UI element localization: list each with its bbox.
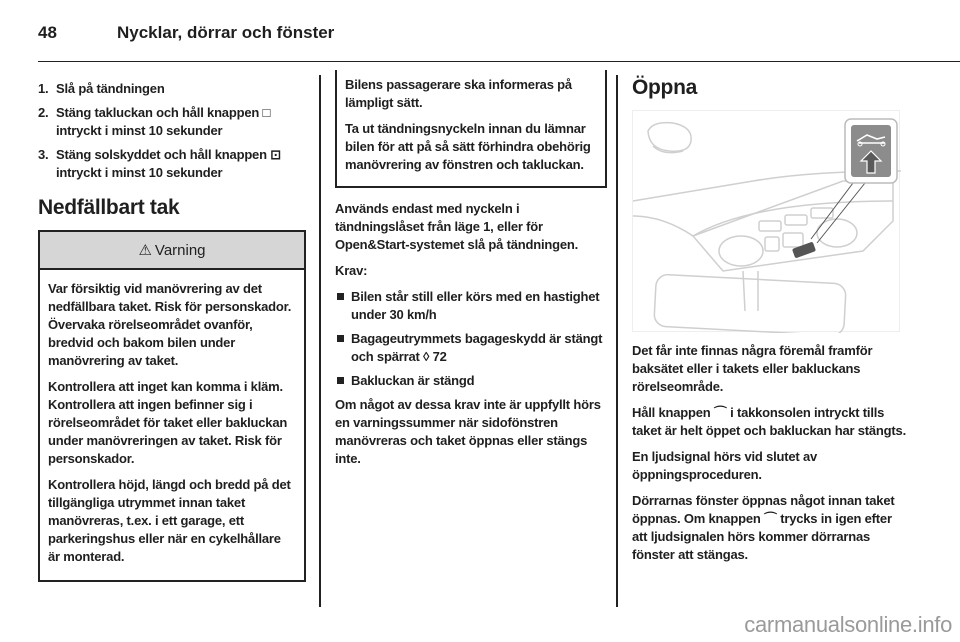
warning-box (38, 230, 306, 582)
intro-paragraph: Används endast med nyckeln i tändningslåset från läge 1, eller för Open&Start-systemet slå på tändningen. (335, 201, 579, 252)
roof-button-highlight (792, 242, 816, 259)
watermark: carmanualsonline.info (744, 612, 952, 637)
instruction-paragraph: Håll knappen ⌒ i takkonsolen intryckt tills taket är helt öppet och bakluckan har stängts. (632, 405, 906, 438)
bullet-icon (337, 335, 344, 342)
warning-header (40, 232, 304, 270)
column-divider (319, 75, 321, 607)
overhead-console-drawing (633, 111, 901, 333)
instruction-paragraph: Dörrarnas fönster öppnas något innan taket öppnas. Om knappen ⌒ trycks in igen efter att ljudsignalen hörs kommer dörrarnas fönster att stängas. (632, 493, 895, 562)
page-header (38, 18, 960, 62)
requirement-item: Bagageutrymmets bagageskydd är stängt och spärrat ◊ 72 (335, 330, 607, 366)
step-text: Slå på tändningen (56, 81, 165, 96)
bullet-icon (337, 377, 344, 384)
right-column (632, 70, 906, 572)
instruction-paragraph: En ljudsignal hörs vid slutet av öppningsproceduren. (632, 449, 818, 482)
requirement-item: Bilen står still eller körs med en hastighet under 30 km/h (335, 288, 607, 324)
section-heading: Öppna (632, 76, 697, 99)
warning-paragraph: Ta ut tändningsnyckeln innan du lämnar bilen för att på så sätt förhindra obehörig manövrering av fönstren och takluckan. (345, 121, 591, 172)
chapter-title: Nycklar, dörrar och fönster (117, 23, 335, 42)
warning-box-continued (335, 70, 607, 188)
step-item: 1. Slå på tändningen (38, 81, 165, 96)
step-item: 3. Stäng solskyddet och håll knappen ⊡ intryckt i minst 10 sekunder (38, 147, 281, 180)
warning-paragraph: Kontrollera höjd, längd och bredd på det tillgängliga utrymmet innan taket manövreras, t.ex. i ett garage, ett parkeringshus eller när en cykelhållare är monterad. (48, 477, 291, 564)
note-paragraph: Om något av dessa krav inte är uppfyllt hörs en varningssummer när sidofönstren manövreras och taket öppnas eller stängs inte. (335, 397, 601, 466)
warning-paragraph: Bilens passagerare ska informeras på lämpligt sätt. (345, 77, 572, 110)
warning-paragraph: Var försiktig vid manövrering av det nedfällbara taket. Risk för personskador. Övervaka rörelseområdet ovanför, bredvid och bakom bilen under manövrering av taket. (48, 281, 292, 368)
step-text: Stäng takluckan och håll knappen □ intryckt i minst 10 sekunder (56, 105, 271, 138)
requirement-item: Bakluckan är stängd (335, 372, 607, 390)
section-heading: Nedfällbart tak (38, 196, 180, 219)
requirements-list (335, 288, 607, 390)
step-text: Stäng solskyddet och håll knappen ⊡ intryckt i minst 10 sekunder (56, 147, 281, 180)
left-column (38, 70, 306, 582)
step-item: 2. Stäng takluckan och håll knappen □ intryckt i minst 10 sekunder (38, 105, 271, 138)
page-number: 48 (38, 23, 57, 42)
column-divider (616, 75, 618, 607)
console-illustration (632, 110, 900, 332)
warning-title: Varning (154, 241, 206, 259)
requirements-label: Krav: (335, 263, 368, 278)
instruction-paragraph: Det får inte finnas några föremål framför baksätet eller i takets eller bakluckans rörelseområde. (632, 343, 873, 394)
middle-column (335, 70, 607, 476)
warning-triangle-icon: ⚠ (138, 242, 152, 259)
warning-body (40, 270, 304, 580)
steps-list (38, 80, 306, 182)
warning-paragraph: Kontrollera att inget kan komma i kläm. Kontrollera att ingen befinner sig i rörelseområdet för taket eller bakluckan under manövreringen av taket. Risk för personskador. (48, 379, 288, 466)
bullet-icon (337, 293, 344, 300)
